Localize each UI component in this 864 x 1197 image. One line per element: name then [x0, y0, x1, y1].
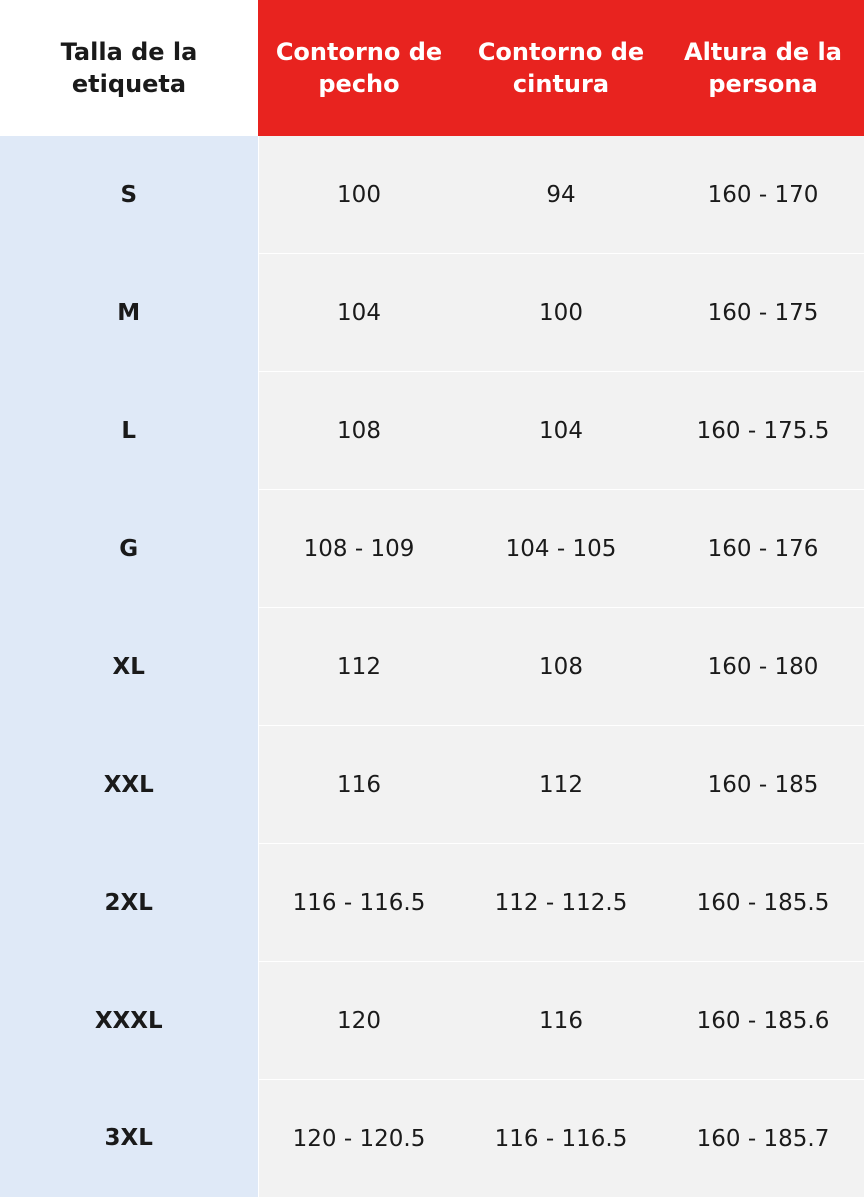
cell-height: 160 - 176 — [662, 490, 864, 608]
cell-height: 160 - 185 — [662, 726, 864, 844]
header-height: Altura de la persona — [662, 0, 864, 136]
cell-size: M — [0, 254, 258, 372]
cell-chest: 108 - 109 — [258, 490, 460, 608]
cell-waist: 116 — [460, 962, 662, 1080]
cell-waist: 94 — [460, 136, 662, 254]
cell-waist: 116 - 116.5 — [460, 1080, 662, 1197]
cell-chest: 100 — [258, 136, 460, 254]
cell-waist: 100 — [460, 254, 662, 372]
cell-height: 160 - 185.7 — [662, 1080, 864, 1197]
cell-chest: 112 — [258, 608, 460, 726]
cell-chest: 116 - 116.5 — [258, 844, 460, 962]
cell-size: L — [0, 372, 258, 490]
table-row — [0, 726, 864, 844]
cell-waist: 112 - 112.5 — [460, 844, 662, 962]
header-size-label: Talla de la etiqueta — [0, 0, 258, 136]
header-chest: Contorno de pecho — [258, 0, 460, 136]
cell-height: 160 - 175 — [662, 254, 864, 372]
table-row — [0, 136, 864, 254]
cell-size: G — [0, 490, 258, 608]
cell-chest: 120 — [258, 962, 460, 1080]
header-row — [0, 0, 864, 136]
cell-chest: 120 - 120.5 — [258, 1080, 460, 1197]
cell-size: S — [0, 136, 258, 254]
table-body — [0, 136, 864, 1197]
table-row — [0, 372, 864, 490]
cell-chest: 104 — [258, 254, 460, 372]
cell-height: 160 - 185.6 — [662, 962, 864, 1080]
header-waist: Contorno de cintura — [460, 0, 662, 136]
cell-size: XXL — [0, 726, 258, 844]
cell-height: 160 - 175.5 — [662, 372, 864, 490]
cell-waist: 104 - 105 — [460, 490, 662, 608]
cell-size: XXXL — [0, 962, 258, 1080]
cell-chest: 108 — [258, 372, 460, 490]
cell-height: 160 - 180 — [662, 608, 864, 726]
table-row — [0, 608, 864, 726]
cell-size: XL — [0, 608, 258, 726]
table-row — [0, 490, 864, 608]
table-row — [0, 254, 864, 372]
table-row — [0, 962, 864, 1080]
cell-size: 2XL — [0, 844, 258, 962]
cell-waist: 104 — [460, 372, 662, 490]
cell-chest: 116 — [258, 726, 460, 844]
cell-waist: 112 — [460, 726, 662, 844]
cell-waist: 108 — [460, 608, 662, 726]
cell-height: 160 - 185.5 — [662, 844, 864, 962]
table-header — [0, 0, 864, 136]
table-row — [0, 1080, 864, 1197]
cell-size: 3XL — [0, 1080, 258, 1197]
cell-height: 160 - 170 — [662, 136, 864, 254]
table-row — [0, 844, 864, 962]
